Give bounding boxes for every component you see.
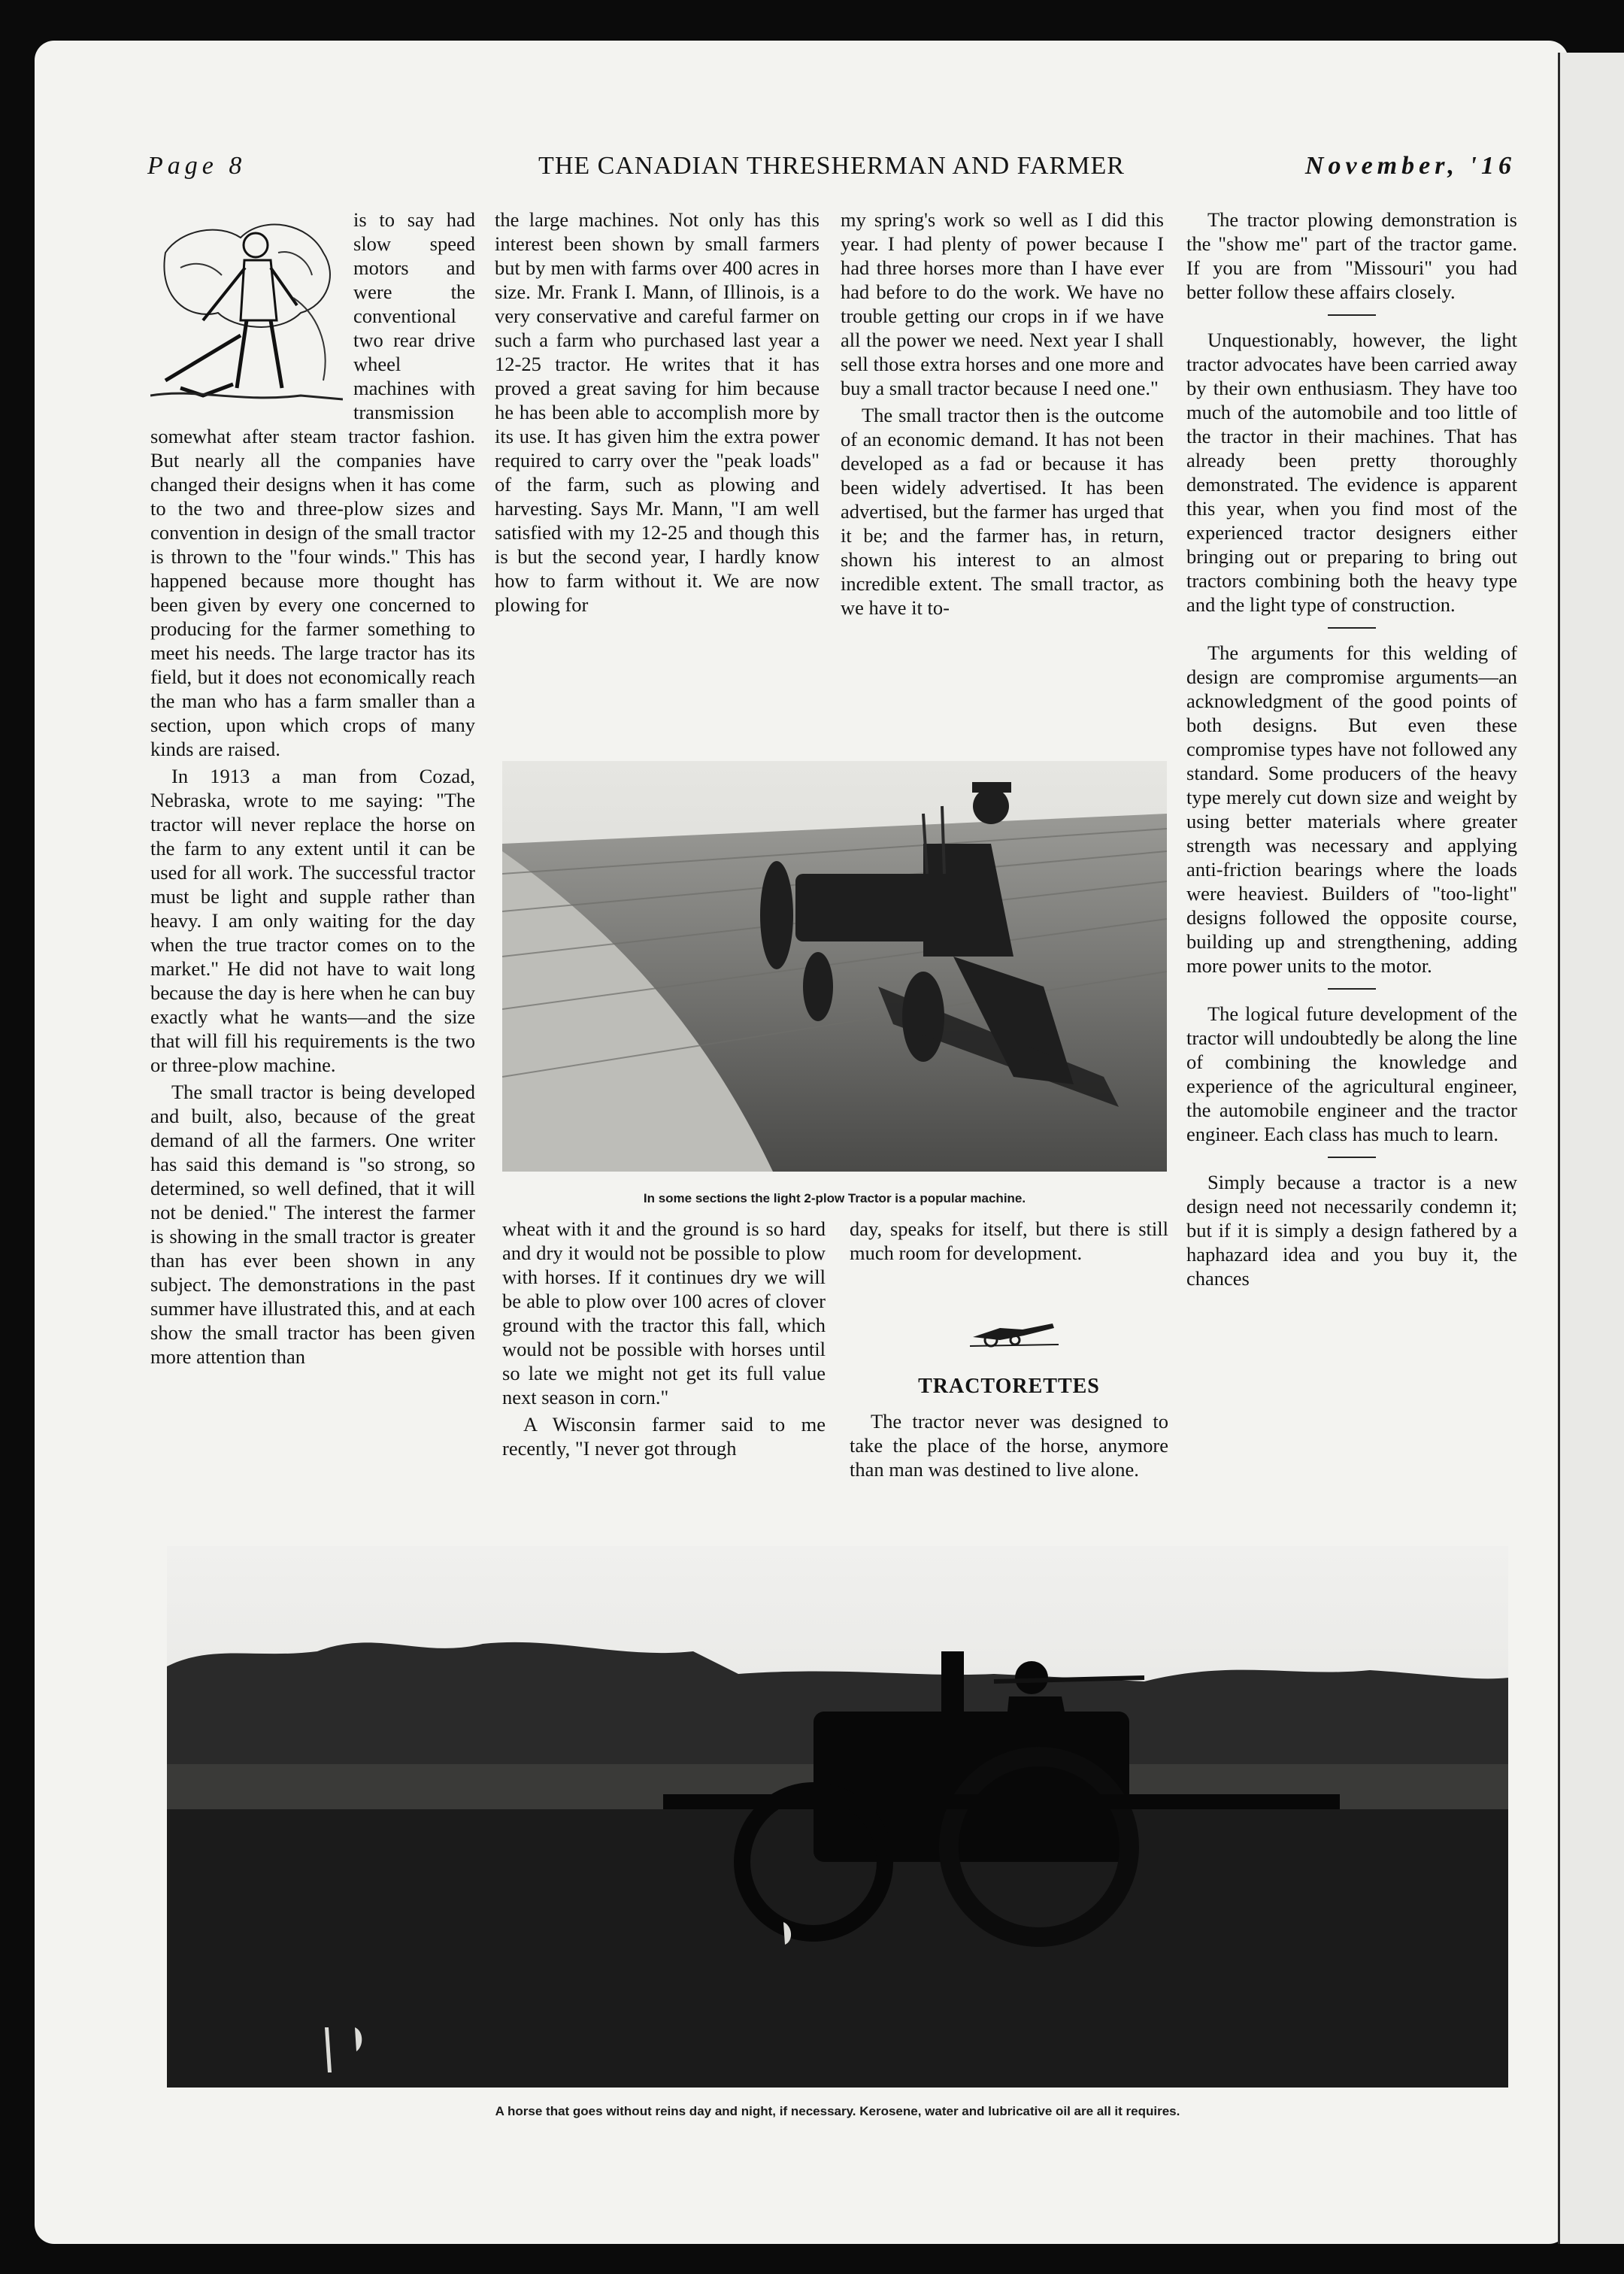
column-4	[1186, 208, 1517, 1518]
col2-paragraph-3: A Wisconsin farmer said to me recently, "I never got through	[502, 1413, 826, 1460]
column-3-tractorettes	[850, 1409, 1168, 1514]
photo1-caption: In some sections the light 2-plow Tractor is a popular machine.	[643, 1191, 1026, 1205]
col3-paragraph-4: The tractor never was designed to take the place of the horse, anymore than man was destined to live alone.	[850, 1410, 1168, 1481]
col3-paragraph-1: my spring's work so well as I did this year. I had plenty of power because I had three horses more than I have ever had before to do the work. We have no trouble getting our crops in if we have all the power we need. Next year I shall sell those extra horses and one more and buy a small tractor because I need one."	[841, 208, 1164, 399]
section-divider	[1328, 988, 1376, 990]
col2-paragraph-2: wheat with it and the ground is so hard and dry it would not be possible to plow with horses. If it continues dry we will be able to plow over 100 acres of clover ground with the tractor this fall, which would not be possible with horses until so late we might not get its full value next season in corn."	[502, 1217, 826, 1408]
page-header	[147, 147, 1516, 193]
column-2-bottom	[502, 1217, 826, 1518]
column-2-top	[495, 208, 820, 689]
column-1	[150, 208, 475, 1516]
publication-title: THE CANADIAN THRESHERMAN AND FARMER	[538, 152, 1125, 180]
tractor-field-photo	[167, 1546, 1508, 2088]
photo2-caption: A horse that goes without reins day and night, if necessary. Kerosene, water and lubricative oil are all it requires.	[495, 2104, 1180, 2118]
col1-paragraph-2: In 1913 a man from Cozad, Nebraska, wrote to me saying: "The tractor will never replace the horse on the farm to any extent until it can be used for all work. The successful tractor must be light and supple rather than heavy. I am only waiting for the day when the true tractor comes on to the market." He did not have to wait long because the day is here when he can buy exactly what he wants—and the size that will fill his requirements is the two or three-plow machine.	[150, 765, 475, 1076]
farmer-plowing-illustration	[150, 208, 343, 405]
page-number: Page 8	[147, 152, 247, 180]
section-divider	[1328, 314, 1376, 316]
col4-paragraph-3: The arguments for this welding of design are compromise arguments—an acknowledgment of the good points of both designs. But even these compromise types have not followed any standard. Some producers of the heavy type merely cut down size and weight by using better materials where greater strength was necessary and applying anti-friction bearings where the loads were heaviest. Builders of "too-light" designs followed the opposite course, building up and strengthening, adding more power units to the motor.	[1186, 641, 1517, 977]
col4-paragraph-1: The tractor plowing demonstration is the "show me" part of the tractor game. If you are from "Missouri" you had better follow these affairs closely.	[1186, 208, 1517, 303]
tractor-plowing-photo	[502, 761, 1167, 1172]
section-divider	[1328, 627, 1376, 629]
col1-paragraph-3: The small tractor is being developed and built, also, because of the great demand of all the farmers. One writer has said this demand is "so strong, so determined, so well defined, that it will not be denied." The interest the farmer is showing in the small tractor is greater than has ever been shown in any subject. The demonstrations in the past summer have illustrated this, and at each show the small tractor has been given more attention than	[150, 1081, 475, 1368]
column-3-top	[841, 208, 1164, 689]
section-title-tractorettes: TRACTORETTES	[918, 1375, 1100, 1398]
col2-paragraph-1: the large machines. Not only has this interest been shown by small farmers but by men with farms over 400 acres in size. Mr. Frank I. Mann, of Illinois, is a very conservative and careful farmer on such a farm who purchased last year a 12-25 tractor. He writes that it has proved a great saving for him because he has been able to accomplish more by its use. It has given him the extra power required to carry over the "peak loads" of the farm, such as plowing and harvesting. Says Mr. Mann, "I am well satisfied with my 12-25 and though this is but the second year, I hardly know how to farm without it. We are now plowing for	[495, 208, 820, 616]
section-divider	[1328, 1157, 1376, 1158]
col4-paragraph-4: The logical future development of the tractor will undoubtedly be along the line of combining the knowledge and experience of the agricultural engineer, the automobile engineer and the tractor engineer. Each class has much to learn.	[1186, 1002, 1517, 1145]
col4-paragraph-2: Unquestionably, however, the light tractor advocates have been carried away by their own enthusiasm. They have too much of the automobile and too little of the tractor in their machines. That has already been pretty thoroughly demonstrated. The evidence is apparent this year, when you find most of the experienced tractor designers either bringing out or preparing to bring out tractors combining both the heavy type and the light type of construction.	[1186, 329, 1517, 616]
col3-paragraph-3: day, speaks for itself, but there is still much room for development.	[850, 1217, 1168, 1264]
tractor-ornament	[970, 1314, 1059, 1349]
next-page-edge	[1558, 53, 1624, 2244]
issue-date: November, '16	[1304, 152, 1516, 180]
column-3-bottom	[850, 1217, 1168, 1299]
col1-paragraph-1: is to say had slow speed motors and were the conventional two rear drive wheel machines with transmission somewhat after steam tractor fashion. But nearly all the companies have changed their designs when it has come to the two and three-plow sizes and convention in design of the small tractor is thrown to the "four winds." This has happened because more thought has been given by every one concerned to producing for the farmer something to meet his needs. The large tractor has its field, but it does not economically reach the man who has a farm smaller than a section, upon which crops of many kinds are raised.	[150, 208, 475, 760]
col4-paragraph-5: Simply because a tractor is a new design need not necessarily condemn it; but if it is simply a design fathered by a haphazard idea and you buy it, the chances	[1186, 1171, 1517, 1290]
col3-paragraph-2: The small tractor then is the outcome of an economic demand. It has not been developed as a fad or because it has been widely advertised. It has been advertised, but the farmer has urged that it be; and the farmer has, in return, shown his interest to an almost incredible extent. The small tractor, as we have it to-	[841, 404, 1164, 619]
